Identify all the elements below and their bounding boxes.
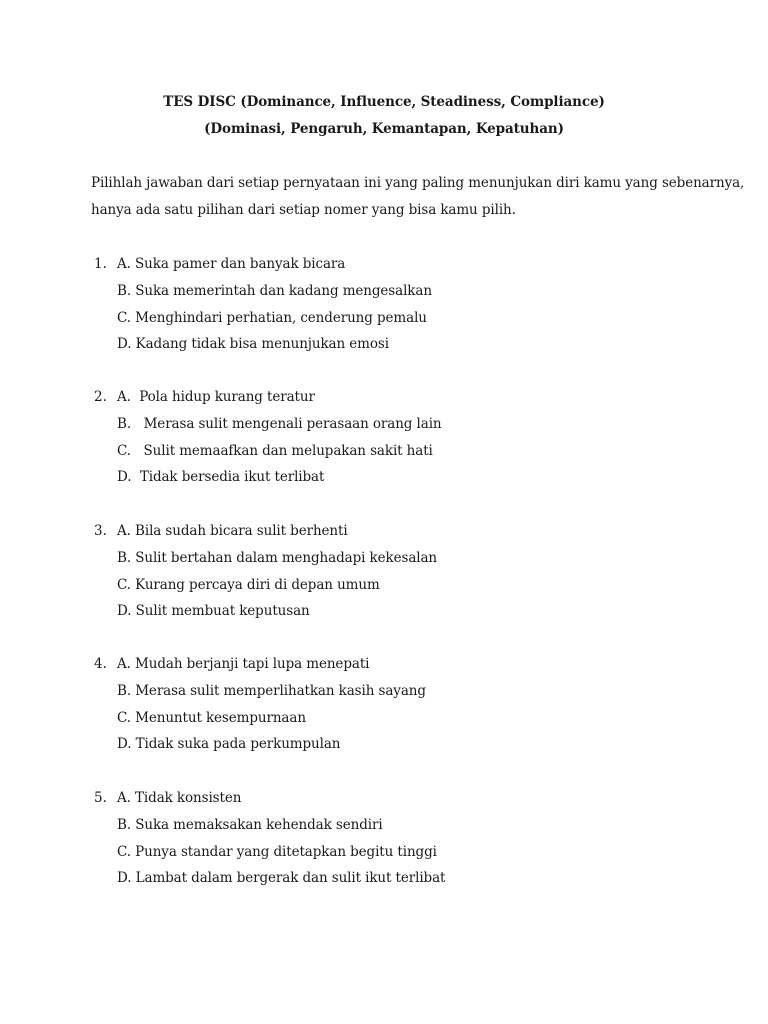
instructions-line-2: hanya ada satu pilihan dari setiap nomer yang bisa kamu pilih. <box>91 202 516 218</box>
option-a: A. Bila sudah bicara sulit berhenti <box>117 523 348 539</box>
option-b: B. Merasa sulit mengenali perasaan orang lain <box>117 416 442 432</box>
option-c: C. Menghindari perhatian, cenderung pemalu <box>117 310 427 326</box>
option-c: C. Kurang percaya diri di depan umum <box>117 577 380 593</box>
document-subtitle: (Dominasi, Pengaruh, Kemantapan, Kepatuhan) <box>204 121 564 137</box>
option-c: C. Punya standar yang ditetapkan begitu tinggi <box>117 844 437 860</box>
question-number: 3. <box>94 523 107 539</box>
question-number: 4. <box>94 656 107 672</box>
option-a: A. Pola hidup kurang teratur <box>117 389 315 405</box>
instructions-line-1: Pilihlah jawaban dari setiap pernyataan ini yang paling menunjukan diri kamu yang sebenarnya, <box>91 175 745 191</box>
document-title: TES DISC (Dominance, Influence, Steadiness, Compliance) <box>163 94 605 110</box>
option-b: B. Sulit bertahan dalam menghadapi kekesalan <box>117 550 438 566</box>
option-b: B. Merasa sulit memperlihatkan kasih sayang <box>117 683 426 699</box>
option-a: A. Suka pamer dan banyak bicara <box>117 256 346 272</box>
option-d: D. Tidak suka pada perkumpulan <box>117 736 341 752</box>
question-number: 1. <box>94 256 107 272</box>
question-number: 5. <box>94 790 107 806</box>
option-b: B. Suka memaksakan kehendak sendiri <box>117 817 383 833</box>
option-d: D. Kadang tidak bisa menunjukan emosi <box>117 336 389 352</box>
option-d: D. Sulit membuat keputusan <box>117 603 310 619</box>
option-c: C. Sulit memaafkan dan melupakan sakit hati <box>117 443 433 459</box>
option-b: B. Suka memerintah dan kadang mengesalkan <box>117 283 432 299</box>
option-a: A. Tidak konsisten <box>117 790 242 806</box>
question-number: 2. <box>94 389 107 405</box>
option-d: D. Tidak bersedia ikut terlibat <box>117 469 325 485</box>
option-a: A. Mudah berjanji tapi lupa menepati <box>117 656 370 672</box>
option-d: D. Lambat dalam bergerak dan sulit ikut terlibat <box>117 870 446 886</box>
option-c: C. Menuntut kesempurnaan <box>117 710 306 726</box>
